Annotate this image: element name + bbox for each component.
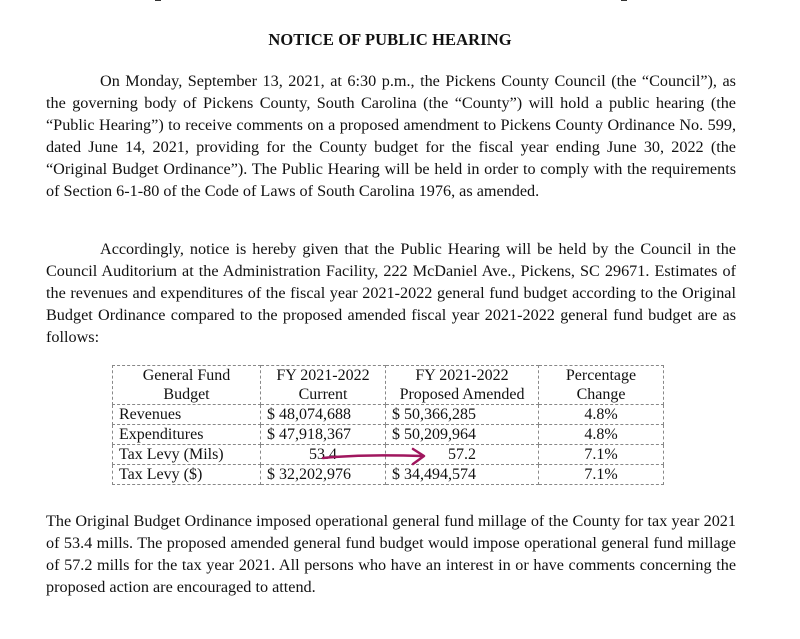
row-current: $ 48,074,688 [261,405,386,425]
row-proposed: $ 34,494,574 [386,465,539,485]
table-header-row [113,366,664,405]
row-label: Expenditures [113,425,261,445]
row-label: Revenues [113,405,261,425]
table-row [113,405,664,425]
row-proposed: $ 50,366,285 [386,405,539,425]
page-mark-left [155,0,161,1]
arrow-shaft [323,455,422,458]
row-current: $ 32,202,976 [261,465,386,485]
right-arrow-icon [320,447,430,467]
row-proposed: $ 50,209,964 [386,425,539,445]
table-row [113,425,664,445]
paragraph-location-text: Accordingly, notice is hereby given that the Public Hearing will be held by the Council in the Council Auditorium at the Administration Facility, 222 McDaniel Ave., Pickens, SC 29671. Estimates of the revenues and expenditures of the fiscal year 2021-2022 general fund budget according to the Original Budget Ordinance compared to the proposed amended fiscal year 2021-2022 general fund budget are as follows: [46,240,736,346]
header-change: Percentage Change [539,366,664,405]
row-change: 7.1% [539,465,664,485]
row-change: 7.1% [539,445,664,465]
header-current: FY 2021-2022 Current [261,366,386,405]
row-current: 53.4 [261,445,386,465]
paragraph-hearing-details [46,70,736,202]
table-row [113,465,664,485]
paragraph-millage-text: The Original Budget Ordinance imposed operational general fund millage of the County for tax year 2021 of 53.4 mills. The proposed amended general fund budget would impose operational general fund millage of 57.2 mills for the tax year 2021. All persons who have an interest in or have comments concerning the proposed action are encouraged to attend. [46,512,736,596]
row-label: Tax Levy ($) [113,465,261,485]
row-proposed: 57.2 [386,445,539,465]
notice-title: NOTICE OF PUBLIC HEARING [268,30,512,49]
paragraph-millage [46,510,736,598]
header-proposed: FY 2021-2022 Proposed Amended [386,366,539,405]
row-current: $ 47,918,367 [261,425,386,445]
paragraph-hearing-text: On Monday, September 13, 2021, at 6:30 p.m., the Pickens County Council (the “Council”), as the governing body of Pickens County, South Carolina (the “County”) will hold a public hearing (the “Public Hearing”) to receive comments on a proposed amendment to Pickens County Ordinance No. 599, dated June 14, 2021, providing for the County budget for the fiscal year ending June 30, 2022 (the “Original Budget Ordinance”). The Public Hearing will be held in order to comply with the requirements of Section 6-1-80 of the Code of Laws of South Carolina 1976, as amended. [46,72,736,200]
row-change: 4.8% [539,405,664,425]
header-budget: General Fund Budget [113,366,261,405]
row-label: Tax Levy (Mils) [113,445,261,465]
paragraph-location [46,238,736,348]
page-mark-right [621,0,627,1]
budget-table [112,365,664,485]
row-change: 4.8% [539,425,664,445]
